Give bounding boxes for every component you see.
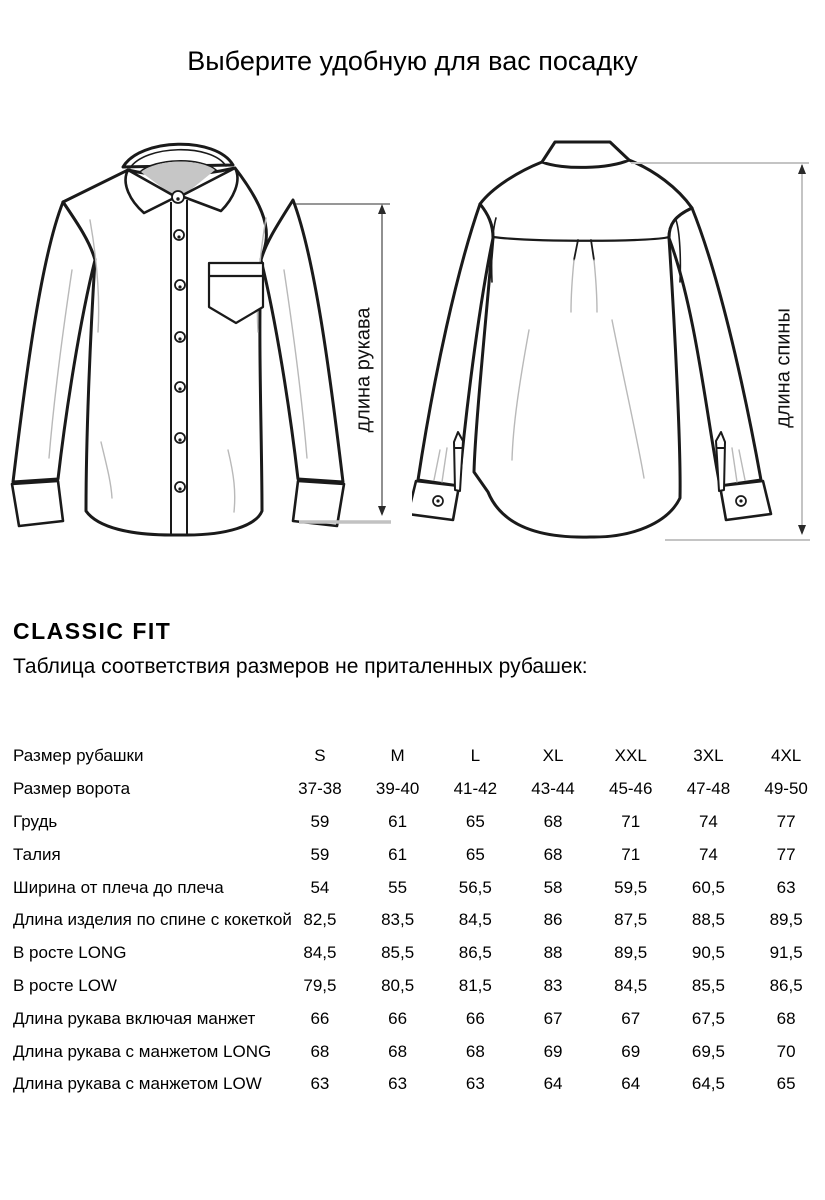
cell: 86,5 bbox=[458, 943, 492, 963]
cell: 49-50 bbox=[764, 779, 808, 799]
fit-heading: CLASSIC FIT bbox=[13, 618, 172, 644]
cell: 4XL bbox=[771, 746, 802, 766]
cell: 88,5 bbox=[691, 910, 725, 930]
cell: 59 bbox=[310, 844, 330, 864]
cell: XXL bbox=[614, 746, 647, 766]
cell: 63 bbox=[465, 1074, 485, 1094]
cell: 67 bbox=[621, 1008, 641, 1028]
cell: 81,5 bbox=[458, 975, 492, 995]
page-title: Выберите удобную для вас посадку bbox=[187, 46, 638, 76]
cell: 55 bbox=[388, 877, 408, 897]
cell: 65 bbox=[465, 811, 485, 831]
arrow-up-icon bbox=[798, 164, 806, 174]
cell: 88 bbox=[543, 943, 563, 963]
cell: 83 bbox=[543, 975, 563, 995]
row-label: Длина изделия по спине с кокеткой bbox=[13, 910, 292, 930]
cell: 69,5 bbox=[691, 1041, 725, 1061]
row-label: Талия bbox=[13, 844, 61, 864]
table-row bbox=[0, 1035, 825, 1068]
cell: M bbox=[390, 746, 405, 766]
cell: 64 bbox=[621, 1074, 641, 1094]
front-right-sleeve bbox=[261, 200, 343, 482]
cell: 74 bbox=[698, 844, 718, 864]
cell: 68 bbox=[543, 811, 563, 831]
cell: L bbox=[470, 746, 481, 766]
back-body bbox=[474, 160, 692, 537]
front-left-cuff bbox=[12, 481, 63, 526]
front-right-cuff bbox=[293, 481, 344, 526]
cell: 77 bbox=[776, 844, 796, 864]
cell: 58 bbox=[543, 877, 563, 897]
cell: 64,5 bbox=[691, 1074, 725, 1094]
table-row bbox=[0, 740, 825, 773]
table-row bbox=[0, 871, 825, 904]
cell: 43-44 bbox=[531, 779, 575, 799]
cell: 61 bbox=[388, 811, 408, 831]
cell: 89,5 bbox=[614, 943, 648, 963]
cell: 68 bbox=[465, 1041, 485, 1061]
cell: 66 bbox=[310, 1008, 330, 1028]
row-label: В росте LONG bbox=[13, 943, 127, 963]
cell: 45-46 bbox=[608, 779, 653, 799]
cell: 39-40 bbox=[375, 779, 420, 799]
row-label: В росте LOW bbox=[13, 975, 117, 995]
back-right-sleeve bbox=[669, 208, 761, 486]
cell: 68 bbox=[310, 1041, 330, 1061]
cell: 63 bbox=[776, 877, 796, 897]
shirt-back-drawing bbox=[412, 120, 825, 600]
cell: 60,5 bbox=[691, 877, 725, 897]
cell: 84,5 bbox=[303, 943, 337, 963]
cell: 68 bbox=[776, 1008, 796, 1028]
cell: 41-42 bbox=[453, 779, 498, 799]
arrow-down-icon bbox=[798, 525, 806, 535]
row-label: Длина рукава включая манжет bbox=[13, 1008, 256, 1028]
table-row bbox=[0, 1002, 825, 1035]
front-left-sleeve bbox=[13, 202, 95, 482]
cell: S bbox=[314, 746, 326, 766]
table-row bbox=[0, 904, 825, 937]
table-row bbox=[0, 838, 825, 871]
row-label: Длина рукава с манжетом LONG bbox=[13, 1041, 272, 1061]
cell: 47-48 bbox=[686, 779, 731, 799]
table-row bbox=[0, 806, 825, 839]
row-label: Размер ворота bbox=[13, 779, 131, 799]
row-label: Ширина от плеча до плеча bbox=[13, 877, 224, 897]
row-label: Грудь bbox=[13, 811, 58, 831]
table-row bbox=[0, 1068, 825, 1101]
cell: 67 bbox=[543, 1008, 563, 1028]
cell: 59,5 bbox=[614, 877, 648, 897]
cell: 70 bbox=[776, 1041, 796, 1061]
cell: 63 bbox=[388, 1074, 408, 1094]
table-row bbox=[0, 773, 825, 806]
cell: 61 bbox=[388, 844, 408, 864]
cell: 56,5 bbox=[458, 877, 492, 897]
fit-subtitle: Таблица соответствия размеров не приталенных рубашек: bbox=[13, 655, 588, 678]
cell: 37-38 bbox=[298, 779, 342, 799]
row-label: Размер рубашки bbox=[13, 746, 144, 766]
size-table-body bbox=[0, 740, 825, 1101]
cell: 71 bbox=[621, 811, 641, 831]
cell: 89,5 bbox=[769, 910, 803, 930]
cell: 87,5 bbox=[614, 910, 648, 930]
cell: 82,5 bbox=[303, 910, 337, 930]
back-collar bbox=[542, 142, 629, 162]
cell: 71 bbox=[621, 844, 641, 864]
cell: XL bbox=[542, 746, 564, 766]
cell: 64 bbox=[543, 1074, 563, 1094]
table-row bbox=[0, 937, 825, 970]
row-label: Длина рукава с манжетом LOW bbox=[13, 1074, 262, 1094]
cell: 86,5 bbox=[769, 975, 803, 995]
cell: 68 bbox=[388, 1041, 408, 1061]
cell: 54 bbox=[310, 877, 330, 897]
cell: 85,5 bbox=[691, 975, 725, 995]
shirt-front-drawing bbox=[0, 120, 412, 600]
cell: 83,5 bbox=[381, 910, 415, 930]
cell: 68 bbox=[543, 844, 563, 864]
cell: 77 bbox=[776, 811, 796, 831]
cell: 85,5 bbox=[381, 943, 415, 963]
cell: 80,5 bbox=[381, 975, 415, 995]
cell: 91,5 bbox=[769, 943, 803, 963]
cell: 79,5 bbox=[303, 975, 337, 995]
cell: 67,5 bbox=[691, 1008, 725, 1028]
cell: 66 bbox=[388, 1008, 408, 1028]
cell: 3XL bbox=[693, 746, 724, 766]
cell: 84,5 bbox=[614, 975, 648, 995]
cell: 59 bbox=[310, 811, 330, 831]
cell: 63 bbox=[310, 1074, 330, 1094]
size-table bbox=[0, 740, 825, 1101]
left-sleeve-placket bbox=[454, 432, 463, 491]
arrow-down-icon bbox=[378, 506, 386, 516]
front-body bbox=[63, 168, 266, 535]
cell: 65 bbox=[465, 844, 485, 864]
arrow-up-icon bbox=[378, 204, 386, 214]
right-sleeve-placket bbox=[716, 432, 725, 491]
cell: 65 bbox=[776, 1074, 796, 1094]
cell: 69 bbox=[543, 1041, 563, 1061]
cell: 66 bbox=[465, 1008, 485, 1028]
sleeve-length-label: длина рукава bbox=[352, 307, 375, 433]
table-row bbox=[0, 970, 825, 1003]
shirt-diagram bbox=[0, 120, 825, 600]
cell: 69 bbox=[621, 1041, 641, 1061]
cell: 90,5 bbox=[691, 943, 725, 963]
cell: 86 bbox=[543, 910, 563, 930]
cell: 74 bbox=[698, 811, 718, 831]
back-length-label: длина спины bbox=[772, 308, 795, 428]
cell: 84,5 bbox=[458, 910, 492, 930]
